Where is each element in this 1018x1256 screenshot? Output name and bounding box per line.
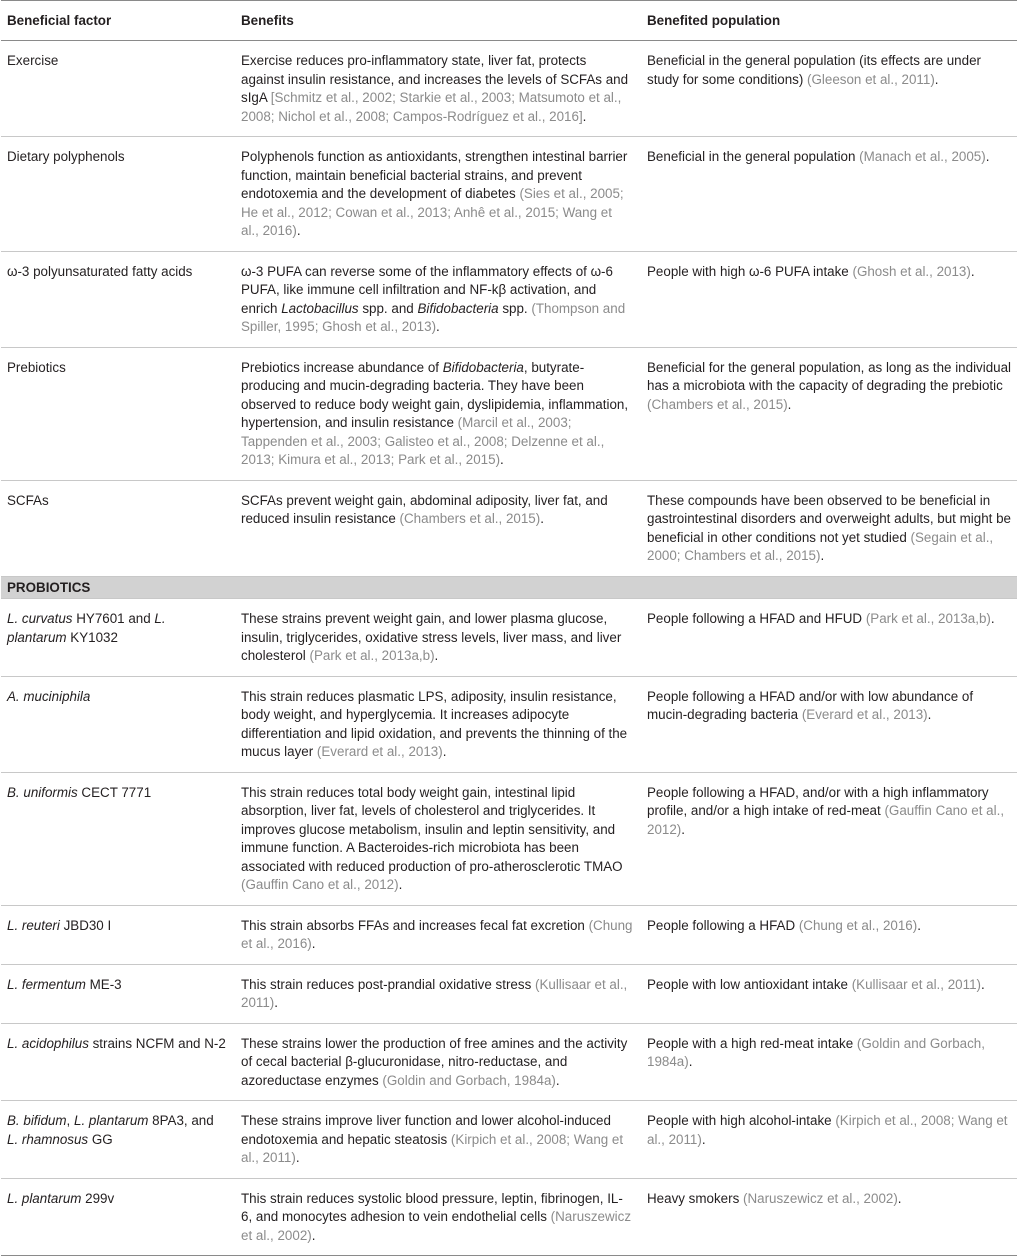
section-label: PROBIOTICS [1,576,1017,599]
cell-text: L. curvatus [7,611,73,626]
cell-text: These compounds have been observed to be beneficial in gastrointestinal disorders and overweight adults, but might be beneficial in other conditions not yet studied [647,492,1011,545]
benefits-cell [233,676,639,772]
cell-text: strains NCFM and N-2 [88,1035,226,1051]
factor-cell [1,1101,233,1179]
table-body [1,41,1017,1256]
header-benefits: Benefits [233,1,639,41]
cell-text: . [540,511,544,526]
cell-text: These strains improve liver function and lower alcohol-induced endotoxemia and hepatic steatosis [241,1113,611,1147]
header-benefited-population: Benefited population [639,1,1017,41]
cell-text: 8PA3, and [148,1113,214,1128]
cell-text: Exercise [7,53,59,68]
citation-text: (Gauffin Cano et al., 2012) [241,877,399,892]
cell-text: People with low antioxidant intake [647,976,852,992]
table-header [1,1,1017,41]
cell-text: . [990,611,995,626]
citation-text: (Ghosh et al., 2013) [852,263,971,279]
cell-text: . [582,108,587,124]
cell-text: L. acidophilus [7,1035,89,1051]
cell-text: SCFAs [7,492,49,508]
factor-cell [1,347,233,480]
citation-text: (Segain et al., 2000; Chambers et al., 2015) [647,529,994,563]
population-cell [639,480,1017,576]
population-cell [639,964,1017,1023]
cell-text: Beneficial in the general population [647,149,860,164]
cell-text: Prebiotics [7,359,66,375]
citation-text: (Goldin and Gorbach, 1984a) [647,1035,985,1069]
factor-cell [1,772,233,905]
citation-text: (Park et al., 2013a,b) [865,611,991,626]
cell-text: L. fermentum [7,976,86,992]
cell-text: Heavy smokers [647,1190,743,1206]
cell-text: L. plantarum [7,1190,82,1206]
cell-text: . [398,877,403,892]
population-cell [639,599,1017,677]
cell-text: ω-3 polyunsaturated fatty acids [7,263,193,279]
cell-text: Prebiotics increase abundance of [241,359,443,375]
cell-text: . [500,452,504,467]
population-cell [639,1178,1017,1256]
benefits-cell [233,347,639,480]
table-row [1,599,1017,677]
cell-text: A. muciniphila [7,688,91,704]
population-cell [639,1101,1017,1179]
factor-cell [1,599,233,677]
citation-text: (Everard et al., 2013) [316,744,443,759]
table-row [1,480,1017,576]
cell-text: Beneficial in the general population (its effects are under study for some conditions) [647,53,981,87]
cell-text: KY1032 [66,629,118,645]
benefits-cell [233,251,639,347]
cell-text: . [274,995,278,1010]
table-row [1,676,1017,772]
citation-text: (Gauffin Cano et al., 2012) [647,803,1005,837]
table-row [1,251,1017,347]
cell-text: JBD30 I [59,917,112,933]
cell-text: . [980,976,985,992]
cell-text: . [442,744,447,759]
benefits-cell [233,1178,639,1256]
factor-cell [1,964,233,1023]
cell-text: spp. [498,300,532,316]
cell-text: ω-3 PUFA can reverse some of the inflammatory effects of ω-6 PUFA, like immune cell infiltration and NF-kβ activation, and enrich [241,263,613,316]
cell-text: Dietary polyphenols [7,149,125,164]
cell-text: . [296,223,301,238]
benefits-cell [233,1023,639,1101]
cell-text: GG [88,1131,113,1147]
cell-text: . [681,821,685,837]
population-cell [639,772,1017,905]
benefits-cell [233,41,639,137]
factor-cell [1,1023,233,1101]
cell-text: . [897,1190,902,1206]
cell-text: . [934,71,939,87]
citation-text: (Park et al., 2013a,b) [309,648,435,663]
cell-text: . [555,1072,560,1088]
factor-cell [1,41,233,137]
population-cell [639,1023,1017,1101]
cell-text: People with high ω-6 PUFA intake [647,263,853,279]
cell-text: Lactobacillus [281,300,359,316]
header-beneficial-factor: Beneficial factor [1,1,233,41]
cell-text: . [970,263,975,279]
citation-text: (Marcil et al., 2003; Tappenden et al., 2003; Galisteo et al., 2008; Delzenne et al., 2013; Kimura et al., 2013; Park et al., 2015) [241,415,605,467]
benefits-cell [233,905,639,964]
factor-cell [1,1178,233,1256]
cell-text: These strains lower the production of free amines and the activity of cecal bacterial β-glucuronidase, nitro-reductase, and azoreductase enzymes [241,1035,628,1088]
factor-cell [1,905,233,964]
table-row [1,1023,1017,1101]
citation-text: (Kullisaar et al., 2011) [241,976,628,1010]
cell-text: L. plantarum [7,611,166,645]
cell-text: . [917,917,921,933]
population-cell [639,676,1017,772]
cell-text: . [787,396,792,412]
cell-text: B. uniformis [7,784,78,800]
cell-text: This strain absorbs FFAs and increases fecal fat excretion [241,917,589,933]
population-cell [639,347,1017,480]
citation-text: (Sies et al., 2005; He et al., 2012; Cowan et al., 2013; Anhê et al., 2015; Wang et al., 2016) [241,186,624,238]
cell-text: . [701,1131,706,1147]
factor-cell [1,480,233,576]
population-cell [639,251,1017,347]
citation-text: (Goldin and Gorbach, 1984a) [382,1072,556,1088]
citation-text: (Thompson and Spiller, 1995; Ghosh et al., 2013) [241,300,626,334]
cell-text: This strain reduces plasmatic LPS, adiposity, insulin resistance, body weight, and hyperglycemia. It increases adipocyte differentiation and lipid oxidation, and prevents the thinning of the mucus layer [241,688,628,759]
cell-text: . [311,936,316,951]
citation-text: (Gleeson et al., 2011) [807,71,935,87]
cell-text: Beneficial for the general population, as long as the individual has a microbiota with the capacity of degrading the prebiotic [647,359,1012,393]
table-row [1,772,1017,905]
benefits-table [1,0,1017,1256]
cell-text: People following a HFAD and/or with low abundance of mucin-degrading bacteria [647,688,974,722]
population-cell [639,905,1017,964]
cell-text: B. bifidum [7,1113,67,1128]
benefits-cell [233,964,639,1023]
citation-text: (Kullisaar et al., 2011) [851,976,981,992]
cell-text: L. reuteri [7,917,60,933]
citation-text: (Manach et al., 2005) [859,149,986,164]
cell-text: spp. and [358,300,418,316]
citation-text: (Naruszewicz et al., 2002) [743,1190,898,1206]
factor-cell [1,137,233,252]
cell-text: This strain reduces post-prandial oxidative stress [241,976,535,992]
cell-text: , [66,1113,74,1128]
cell-text: Polyphenols function as antioxidants, strengthen intestinal barrier function, maintain beneficial bacterial strains, and prevent endotoxemia and the development of diabetes [241,149,628,201]
cell-text: CECT 7771 [77,784,152,800]
cell-text: , butyrate-producing and mucin-degrading bacteria. They have been observed to reduce body weight gain, dyslipidemia, inflammation, hypertension, and insulin resistance [241,359,629,430]
cell-text: HY7601 and [72,611,155,626]
cell-text: People with a high red-meat intake [647,1035,857,1051]
cell-text: Bifidobacteria [442,359,524,375]
population-cell [639,137,1017,252]
citation-text: (Chung et al., 2016) [241,917,633,951]
cell-text: L. plantarum [74,1113,149,1128]
cell-text: . [295,1150,300,1165]
cell-text: . [311,1227,316,1243]
cell-text: L. rhamnosus [7,1131,89,1147]
cell-text: . [436,319,440,334]
cell-text: These strains prevent weight gain, and lower plasma glucose, insulin, triglycerides, oxidative stress levels, liver mass, and liver cholesterol [241,611,622,663]
cell-text: People following a HFAD [647,917,799,933]
cell-text: 299v [81,1190,115,1206]
citation-text: (Everard et al., 2013) [801,707,928,722]
benefits-cell [233,599,639,677]
table-row [1,347,1017,480]
cell-text: ME-3 [85,976,122,992]
cell-text: . [927,707,932,722]
cell-text: Bifidobacteria [417,300,499,316]
cell-text: Exercise reduces pro-inflammatory state, liver fat, protects against insulin resistance, and increases the levels of SCFAs and sIgA [241,53,629,105]
cell-text: . [434,648,439,663]
table-row [1,905,1017,964]
benefits-cell [233,1101,639,1179]
cell-text: . [985,149,990,164]
table-row [1,1178,1017,1256]
section-row-probiotics [1,576,1017,599]
citation-text: (Kirpich et al., 2008; Wang et al., 2011) [647,1113,1008,1147]
citation-text: (Chambers et al., 2015) [399,511,541,526]
citation-text: (Chung et al., 2016) [798,917,918,933]
citation-text: (Kirpich et al., 2008; Wang et al., 2011) [241,1131,624,1165]
cell-text: SCFAs prevent weight gain, abdominal adiposity, liver fat, and reduced insulin resistance [241,492,608,526]
cell-text: . [820,548,825,563]
benefits-cell [233,480,639,576]
table-row [1,1101,1017,1179]
factor-cell [1,676,233,772]
citation-text: [Schmitz et al., 2002; Starkie et al., 2003; Matsumoto et al., 2008; Nichol et al., 2008; Campos-Rodríguez et al., 2016] [241,90,622,124]
benefits-cell [233,772,639,905]
citation-text: (Chambers et al., 2015) [647,396,788,412]
benefits-cell [233,137,639,252]
table-row [1,41,1017,137]
table-row [1,964,1017,1023]
table-row [1,137,1017,252]
factor-cell [1,251,233,347]
citation-text: (Naruszewicz et al., 2002) [241,1209,632,1243]
cell-text: This strain reduces total body weight gain, intestinal lipid absorption, liver fat, levels of cholesterol and triglycerides. It improves glucose metabolism, insulin and leptin sensitivity, and immune function. A Bacteroides-rich microbiota has been associated with reduced production of pro-atherosclerotic TMAO [241,784,623,874]
cell-text: People following a HFAD and HFUD [647,611,866,626]
cell-text: . [688,1054,693,1069]
cell-text: People with high alcohol-intake [647,1113,836,1128]
population-cell [639,41,1017,137]
cell-text: This strain reduces systolic blood pressure, leptin, fibrinogen, IL-6, and monocytes adhesion to vein endothelial cells [241,1190,623,1224]
cell-text: People following a HFAD, and/or with a high inflammatory profile, and/or a high intake of red-meat [647,784,989,818]
